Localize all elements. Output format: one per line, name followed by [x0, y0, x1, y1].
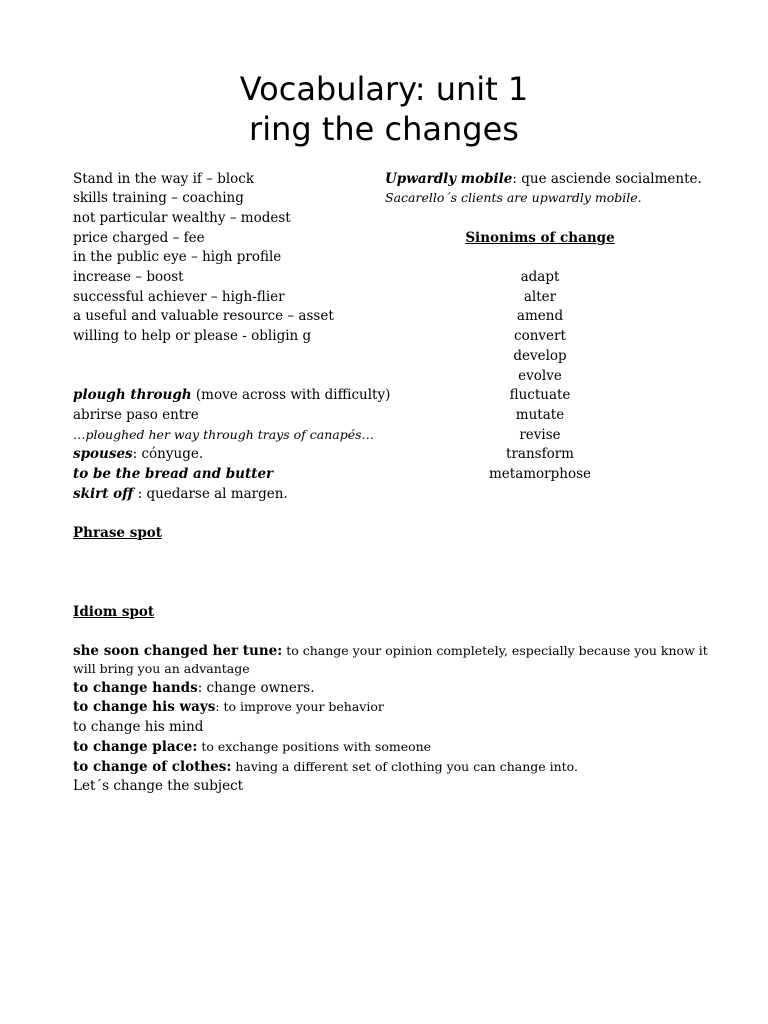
synonym-item: metamorphose	[488, 466, 592, 482]
idiom-clothes-definition: having a different set of clothing you can change into.	[231, 759, 578, 774]
idiom-tune-definition-cont: will bring you an advantage	[73, 661, 250, 676]
vocab-pair: not particular wealthy – modest	[73, 210, 291, 226]
synonym-item: amend	[516, 308, 564, 324]
plough-through-translation: abrirse paso entre	[73, 407, 199, 423]
upwardly-mobile-example: Sacarello´s clients are upwardly mobile.	[385, 190, 642, 205]
idiom-tune-term: she soon changed her tune:	[73, 643, 283, 659]
idiom-tune-definition: to change your opinion completely, especially because you know it	[282, 643, 708, 658]
idiom-clothes-entry	[73, 758, 578, 776]
idiom-hands-term: to change hands	[73, 680, 198, 696]
upwardly-mobile-entry	[385, 170, 702, 188]
vocab-pair: Stand in the way if – block	[73, 171, 255, 187]
idiom-mind: to change his mind	[73, 719, 204, 735]
idiom-ways-definition: : to improve your behavior	[215, 699, 384, 714]
plough-through-term: plough through	[73, 387, 192, 403]
synonyms-heading: Sinonims of change	[465, 230, 615, 246]
idiom-ways-term: to change his ways	[73, 699, 216, 715]
bread-and-butter-term: to be the bread and butter	[73, 466, 274, 482]
synonym-item: fluctuate	[509, 387, 571, 403]
phrase-spot-heading: Phrase spot	[73, 525, 162, 541]
idiom-tune-entry	[73, 642, 708, 660]
idiom-spot-heading: Idiom spot	[73, 604, 155, 620]
idiom-place-definition: to exchange positions with someone	[197, 739, 432, 754]
vocab-pair: willing to help or please - obligin g	[73, 328, 312, 344]
upwardly-mobile-definition: : que asciende socialmente.	[512, 171, 702, 187]
vocab-pair: skills training – coaching	[73, 190, 244, 206]
spouses-definition: : cónyuge.	[132, 446, 204, 462]
plough-through-entry	[73, 386, 390, 404]
synonym-item: mutate	[515, 407, 565, 423]
vocab-pair: successful achiever – high-flier	[73, 289, 285, 305]
synonym-item: alter	[523, 289, 557, 305]
idiom-ways-entry	[73, 698, 384, 716]
idiom-place-term: to change place:	[73, 739, 198, 755]
skirt-off-term: skirt off	[73, 486, 134, 502]
idiom-clothes-term: to change of clothes:	[73, 759, 232, 775]
idiom-hands-definition: : change owners.	[197, 680, 315, 696]
vocab-pair: price charged – fee	[73, 230, 205, 246]
vocab-pair: a useful and valuable resource – asset	[73, 308, 334, 324]
page-title: Vocabulary: unit 1	[239, 70, 529, 108]
spouses-entry	[73, 445, 203, 463]
synonym-item: convert	[514, 328, 566, 344]
synonym-item: revise	[519, 427, 561, 443]
skirt-off-definition: : quedarse al margen.	[133, 486, 288, 502]
idiom-subject: Let´s change the subject	[73, 778, 244, 794]
page-subtitle: ring the changes	[249, 110, 519, 148]
plough-through-example: …ploughed her way through trays of canapés…	[73, 427, 375, 442]
idiom-hands-entry	[73, 679, 315, 697]
plough-through-definition: (move across with difficulty)	[191, 387, 391, 403]
vocab-pair: in the public eye – high profile	[73, 249, 282, 265]
synonym-item: evolve	[518, 368, 562, 384]
synonym-item: adapt	[520, 269, 560, 285]
synonym-item: develop	[513, 348, 567, 364]
skirt-off-entry	[73, 485, 288, 503]
idiom-place-entry	[73, 738, 431, 756]
spouses-term: spouses	[73, 446, 133, 462]
vocab-pair: increase – boost	[73, 269, 184, 285]
upwardly-mobile-term: Upwardly mobile	[385, 171, 513, 187]
synonym-item: transform	[506, 446, 574, 462]
